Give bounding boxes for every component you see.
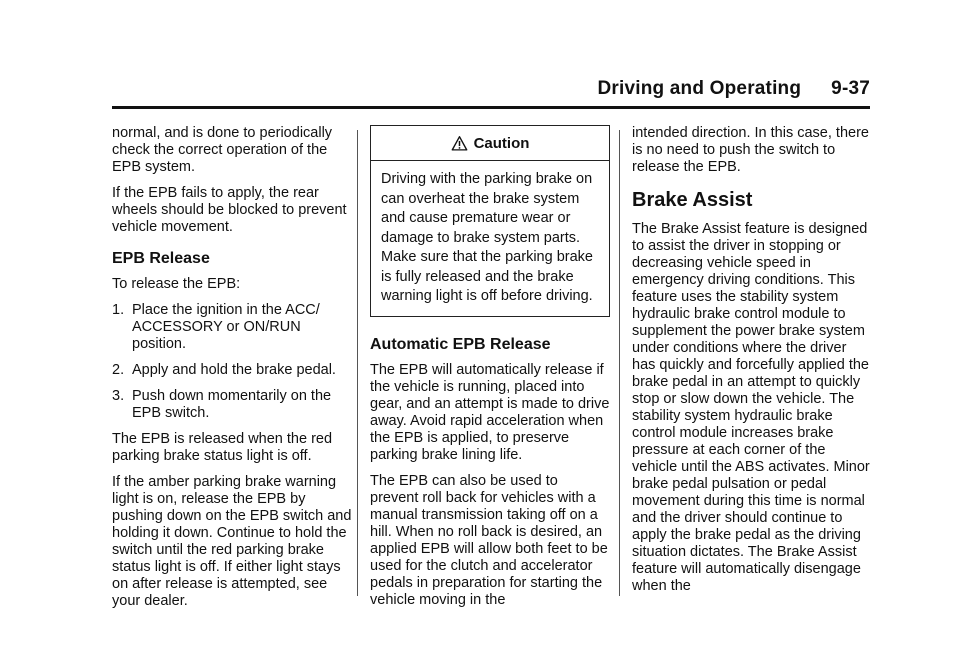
list-item [112,362,352,379]
paragraph: The EPB can also be used to prevent roll back for vehicles with a manual transmission taking off on a hill. When no roll back is desired, an applied EPB will allow both feet to be used for the clutch and accelerator pedals in preparation for starting the vehicle moving in the [370,472,608,608]
section-heading-brake-assist: Brake Assist [632,189,753,211]
step-text: Apply and hold the brake pedal. [132,362,336,378]
paragraph: intended direction. In this case, there is no need to push the switch to release the EPB. [632,125,869,175]
step-text: Place the ignition in the ACC/ ACCESSORY or ON/RUN position. [132,302,320,352]
warning-triangle-icon [451,135,468,152]
paragraph: If the EPB fails to apply, the rear wheels should be blocked to prevent vehicle movement. [112,185,347,235]
column-right [632,125,870,604]
step-number: 1. [112,302,125,318]
column-divider-right [619,130,620,596]
step-text: Push down momentarily on the EPB switch. [132,388,332,421]
caution-title: Caution [473,134,530,152]
caution-body [371,161,609,316]
list-item [112,388,352,422]
step-number: 2. [112,362,125,378]
paragraph: normal, and is done to periodically check the correct operation of the EPB system. [112,125,333,175]
paragraph: The EPB is released when the red parking brake status light is off. [112,431,333,464]
paragraph: If the amber parking brake warning light is on, release the EPB by pushing down on the EPB switch and holding it down. Continue to hold the switch until the red parking brake status light is off. If either light stays on after release is attempted, see your dealer. [112,474,352,609]
step-number: 3. [112,388,125,404]
page-header [597,78,870,100]
column-middle [370,125,610,618]
list-item [112,302,352,353]
paragraph: To release the EPB: [112,276,241,292]
section-title: Driving and Operating [597,78,802,99]
caution-text: Driving with the parking brake on can overheat the brake system and cause premature wear or damage to brake system parts. Make sure that the parking brake is fully released and the brake warning light is off before driving. [381,171,593,304]
paragraph: The Brake Assist feature is designed to assist the driver in stopping or decreasing vehicle speed in emergency driving conditions. This feature uses the stability system hydraulic brake control module to supplement the power brake system under conditions where the driver has quickly and forcefully applied the brake pedal in an attempt to quickly stop or slow down the vehicle. The stability system hydraulic brake control module increases brake pressure at each corner of the vehicle until the ABS activates. Minor brake pedal pulsation or pedal movement during this time is normal and the driver should continue to apply the brake pedal as the driving situation dictates. The Brake Assist feature will automatically disengage when the [632,221,870,594]
caution-box [370,125,610,317]
caution-header [371,126,609,161]
page-number: 9-37 [831,78,870,99]
paragraph: The EPB will automatically release if the vehicle is running, placed into gear, and an attempt is made to drive away. Avoid rapid acceleration when the EPB is applied, to preserve parking brake lining life. [370,361,610,463]
column-divider-left [357,130,358,596]
section-heading-epb-release: EPB Release [112,250,210,267]
column-left [112,125,352,619]
section-heading-automatic-epb-release: Automatic EPB Release [370,335,551,353]
steps-list [112,302,352,422]
header-rule [112,106,870,109]
